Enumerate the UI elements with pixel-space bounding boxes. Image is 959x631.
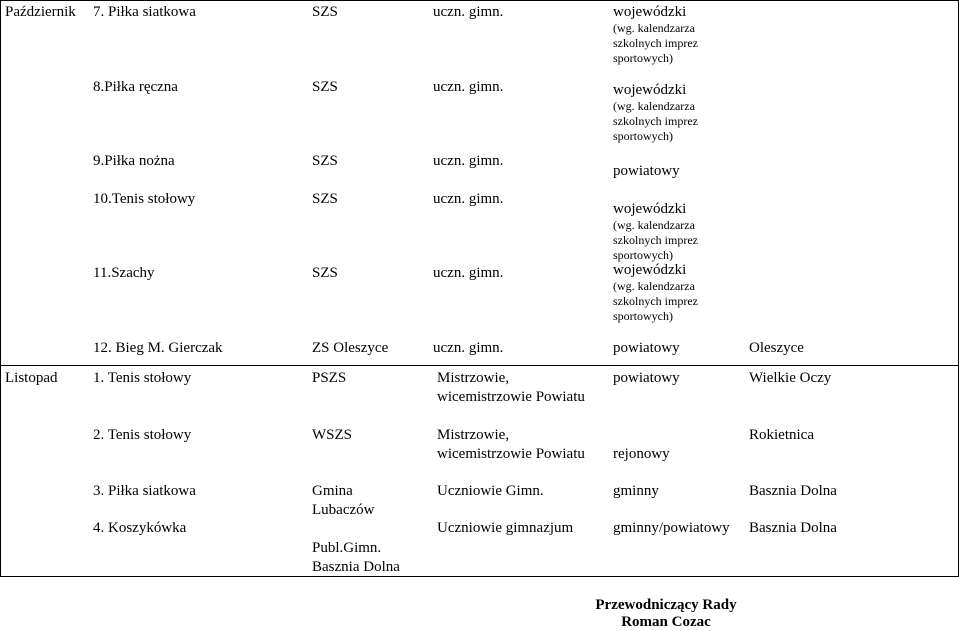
participants: Uczniowie Gimn. [437, 483, 544, 499]
place: Rokietnica [749, 427, 814, 443]
level: gminny/powiatowy [613, 520, 730, 536]
organizer: WSZS [312, 427, 353, 443]
level: wojewódzki [613, 262, 687, 278]
event-name: 2. Tenis stołowy [93, 427, 192, 443]
level: wojewódzki [613, 4, 687, 20]
note-line: sportowych) [613, 129, 673, 143]
organizer: SZS [312, 153, 338, 169]
participants: uczn. gimn. [433, 79, 504, 95]
participants: Mistrzowie, [437, 427, 510, 443]
row-divider [0, 365, 959, 366]
participants: uczn. gimn. [433, 191, 504, 207]
note-line: (wg. kalendzarza [613, 99, 695, 113]
place: Basznia Dolna [749, 483, 837, 499]
note-line: szkolnych imprez [613, 233, 698, 247]
table-bottom-border [0, 576, 959, 577]
note-line: sportowych) [613, 51, 673, 65]
organizer: SZS [312, 265, 338, 281]
table-left-border [0, 0, 1, 577]
organizer: SZS [312, 79, 338, 95]
level: rejonowy [613, 446, 670, 462]
organizer: SZS [312, 4, 338, 20]
participants: wicemistrzowie Powiatu [437, 446, 585, 462]
note-line: (wg. kalendzarza [613, 279, 695, 293]
participants: Uczniowie gimnazjum [437, 520, 574, 536]
event-name: 3. Piłka siatkowa [93, 483, 196, 499]
month-november: Listopad [5, 370, 58, 386]
level: powiatowy [613, 340, 680, 356]
participants: uczn. gimn. [433, 265, 504, 281]
note-line: sportowych) [613, 248, 673, 262]
event-name: 4. Koszykówka [93, 520, 187, 536]
event-name: 1. Tenis stołowy [93, 370, 192, 386]
note-line: (wg. kalendzarza [613, 218, 695, 232]
event-name: 10.Tenis stołowy [93, 191, 196, 207]
participants: Mistrzowie, [437, 370, 510, 386]
event-name: 12. Bieg M. Gierczak [93, 340, 223, 356]
signature-title: Przewodniczący Rady [595, 597, 737, 613]
participants: uczn. gimn. [433, 4, 504, 20]
note-line: szkolnych imprez [613, 36, 698, 50]
participants: uczn. gimn. [433, 153, 504, 169]
level: gminny [613, 483, 659, 499]
participants: wicemistrzowie Powiatu [437, 389, 585, 405]
signature-name: Roman Cozac [621, 614, 711, 630]
event-name: 11.Szachy [93, 265, 155, 281]
organizer-line: Lubaczów [312, 502, 375, 518]
month-october: Październik [5, 4, 76, 20]
level: wojewódzki [613, 82, 687, 98]
organizer: ZS Oleszyce [312, 340, 389, 356]
level: wojewódzki [613, 201, 687, 217]
note-line: szkolnych imprez [613, 294, 698, 308]
organizer-line: Publ.Gimn. [312, 540, 382, 556]
event-name: 7. Piłka siatkowa [93, 4, 196, 20]
note-line: sportowych) [613, 309, 673, 323]
organizer-line: Basznia Dolna [312, 559, 400, 575]
place: Basznia Dolna [749, 520, 837, 536]
organizer-line: Gmina [312, 483, 353, 499]
organizer: PSZS [312, 370, 347, 386]
level: powiatowy [613, 163, 680, 179]
event-name: 9.Piłka nożna [93, 153, 175, 169]
event-name: 8.Piłka ręczna [93, 79, 178, 95]
note-line: (wg. kalendzarza [613, 21, 695, 35]
level: powiatowy [613, 370, 680, 386]
place: Wielkie Oczy [749, 370, 832, 386]
participants: uczn. gimn. [433, 340, 504, 356]
organizer: SZS [312, 191, 338, 207]
place: Oleszyce [749, 340, 804, 356]
table-top-border [0, 0, 959, 1]
note-line: szkolnych imprez [613, 114, 698, 128]
